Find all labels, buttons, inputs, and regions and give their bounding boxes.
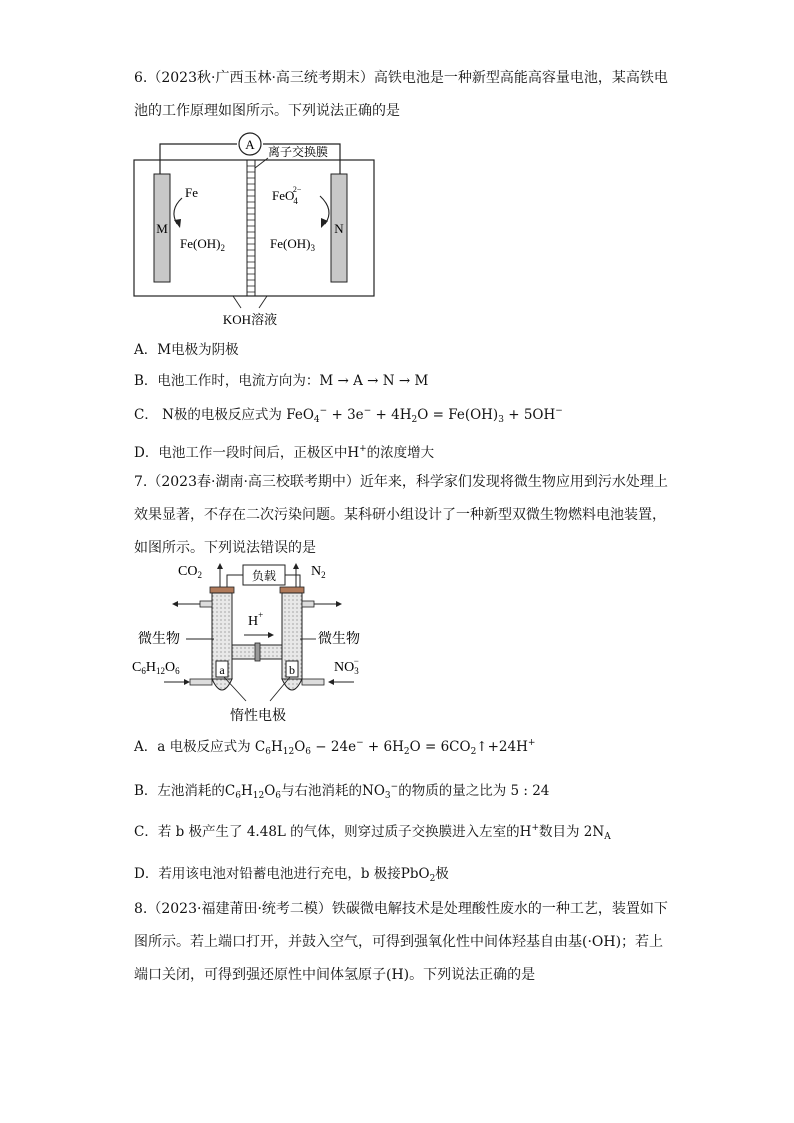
q7-stem-line3: 如图所示。下列说法错误的是	[134, 540, 316, 556]
q6-battery-diagram	[125, 128, 385, 328]
microbe-left-label: 微生物	[138, 631, 180, 647]
load-label: 负载	[251, 569, 277, 583]
ion-exchange-membrane	[247, 160, 255, 296]
nitrate-label: $NO_3-$	[334, 656, 359, 676]
q6-number: 6.	[134, 70, 148, 86]
electrode-b-label: b	[289, 663, 295, 677]
koh-label: KOH溶液	[222, 312, 278, 327]
question-6-stem	[134, 62, 674, 128]
right-bottom-species: $Fe(OH)_3$	[270, 236, 315, 253]
q6-option-a[interactable]: A．M电极为阴极	[134, 342, 239, 358]
inert-electrode-label: 惰性电极	[230, 708, 286, 724]
question-8-stem	[134, 893, 674, 992]
right-top-species: FeO42−	[272, 185, 302, 206]
hplus-label: H+	[248, 610, 264, 629]
q8-stem-line1: 铁碳微电解技术是处理酸性废水的一种工艺，装置如下	[331, 901, 668, 917]
q7-number: 7.	[134, 474, 148, 490]
co2-label: $CO_2$	[178, 564, 202, 580]
q7-option-d[interactable]: D．若用该电池对铅蓄电池进行充电，b 极接PbO$_2$极	[134, 866, 449, 884]
left-top-species: Fe	[185, 185, 198, 200]
q8-stem-line3: 端口关闭，可得到强还原性中间体氢原子(H)。下列说法正确的是	[134, 967, 536, 983]
glucose-label: $C_6H_{12}O_6$	[132, 660, 180, 676]
q7-option-a[interactable]: A．a 电极反应式为 $C_6H_{12}O_6 - 24e^- + 6H_2O$ = $6CO_2↑+24H^+$	[134, 738, 536, 757]
microbe-right-label: 微生物	[318, 631, 360, 647]
q7-fuel-cell-diagram	[128, 555, 388, 727]
ammeter-label: A	[245, 137, 255, 152]
electrode-m-label: M	[156, 221, 168, 236]
q8-number: 8.	[134, 901, 148, 917]
electrode-a-label: a	[219, 663, 225, 677]
q7-stem-line2: 效果显著，不存在二次污染问题。某科研小组设计了一种新型双微生物燃料电池装置，	[134, 507, 666, 523]
q6-option-d[interactable]: D．电池工作一段时间后，正极区中H+的浓度增大	[134, 444, 435, 461]
question-7-stem	[134, 466, 674, 565]
q6-source: （2023秋·广西玉林·高三统考期末）	[147, 70, 374, 86]
proton-membrane	[255, 643, 260, 661]
q6-option-c[interactable]: C． N极的电极反应式为 $FeO_4^- + 3e^- + 4H_2O = Fe(OH)_3 + 5OH^-$	[134, 406, 563, 425]
q6-option-b[interactable]: B．电池工作时，电流方向为：M → A → N → M	[134, 373, 429, 389]
q8-source: （2023·福建莆田·统考二模）	[147, 901, 332, 917]
electrode-n-label: N	[334, 221, 344, 236]
q6-stem-line1: 高铁电池是一种新型高能高容量电池，某高铁电	[373, 70, 668, 86]
q7-source: （2023春·湖南·高三校联考期中）	[147, 474, 360, 490]
left-bottom-species: $Fe(OH)_2$	[180, 236, 225, 253]
membrane-label: 离子交换膜	[268, 145, 329, 159]
q7-stem-line1: 近年来，科学家们发现将微生物应用到污水处理上	[359, 474, 668, 490]
q7-option-b[interactable]: B．左池消耗的$C_6H_{12}O_6$与右池消耗的$NO_3^-$的物质的量之比为 5 : 24	[134, 782, 550, 801]
q6-stem-line2: 池的工作原理如图所示。下列说法正确的是	[134, 103, 400, 119]
q8-stem-line2: 图所示。若上端口打开，并鼓入空气，可得到强氧化性中间体羟基自由基(·OH)；若上	[134, 934, 664, 950]
n2-label: $N_2$	[311, 564, 326, 580]
q7-option-c[interactable]: C．若 b 极产生了 4.48L 的气体，则穿过质子交换膜进入左室的H+数目为 $2N_A$	[134, 823, 611, 842]
